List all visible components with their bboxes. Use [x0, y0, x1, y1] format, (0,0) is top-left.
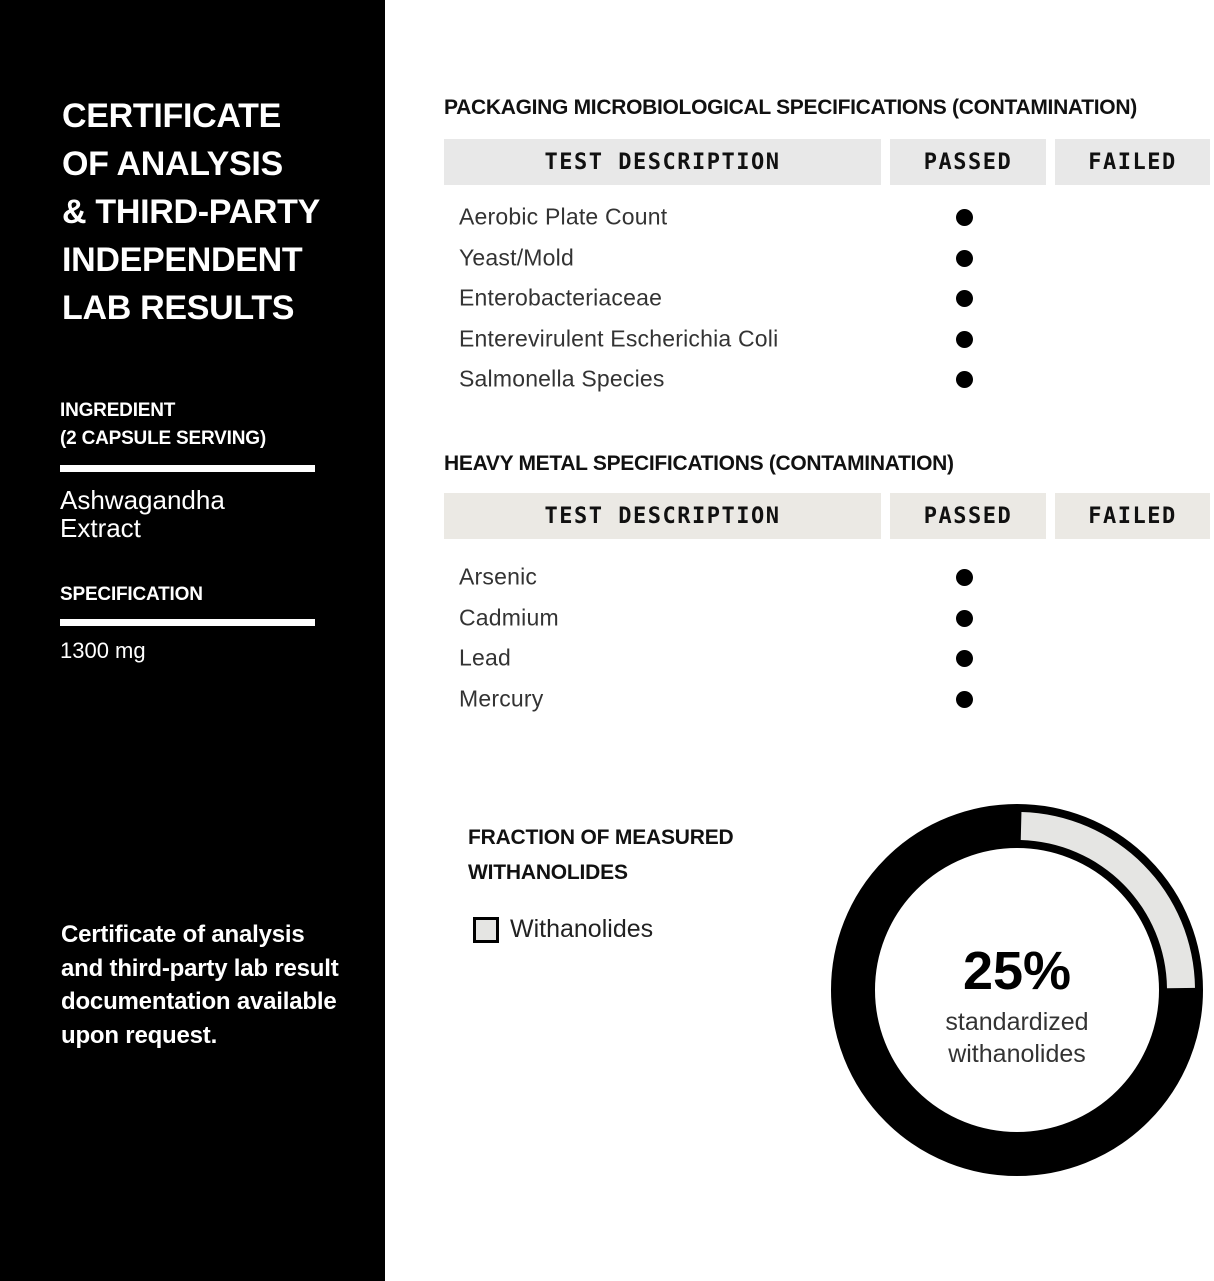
test-name: Aerobic Plate Count [459, 203, 668, 230]
filled-dot-icon [956, 691, 973, 708]
table-row [444, 598, 1210, 639]
title-line: LAB RESULTS [62, 289, 295, 327]
table-row [444, 238, 1210, 279]
ingredient-divider [60, 465, 315, 472]
sidebar [0, 0, 385, 1281]
specification-value: 1300 mg [60, 638, 146, 663]
donut-value: 25% [962, 941, 1072, 1001]
availability-note: Certificate of analysis and third-party lab result documentation available upon request. [61, 921, 339, 1049]
table-row [444, 638, 1210, 679]
heavy-metal-title: HEAVY METAL SPECIFICATIONS (CONTAMINATION) [444, 452, 954, 475]
certificate-title [62, 92, 362, 332]
filled-dot-icon [956, 331, 973, 348]
column-failed: FAILED [1055, 493, 1210, 539]
test-name: Yeast/Mold [459, 244, 574, 271]
microbiological-rows [444, 197, 1210, 400]
ingredient-heading [60, 397, 266, 453]
title-line: & THIRD-PARTY [62, 193, 321, 231]
column-failed: FAILED [1055, 139, 1210, 185]
filled-dot-icon [956, 569, 973, 586]
column-passed: PASSED [890, 139, 1046, 185]
fraction-title-line: WITHANOLIDES [468, 861, 628, 884]
title-line: INDEPENDENT [62, 241, 303, 279]
test-name: Enterobacteriaceae [459, 284, 663, 311]
test-name: Cadmium [459, 604, 559, 631]
test-name: Enterevirulent Escherichia Coli [459, 325, 779, 352]
ingredient-heading-line: INGREDIENT [60, 400, 176, 421]
table-row [444, 359, 1210, 400]
ingredient-heading-line: (2 CAPSULE SERVING) [60, 428, 266, 449]
test-name: Arsenic [459, 563, 538, 590]
title-line: CERTIFICATE [62, 97, 281, 135]
table-row [444, 278, 1210, 319]
donut-caption: standardized withanolides [945, 1008, 1089, 1068]
legend-label: Withanolides [510, 915, 654, 943]
fraction-title [468, 820, 798, 890]
ingredient-value: Ashwagandha Extract [60, 485, 225, 543]
filled-dot-icon [956, 650, 973, 667]
column-passed: PASSED [890, 493, 1046, 539]
table-row [444, 197, 1210, 238]
test-name: Salmonella Species [459, 365, 665, 392]
heavy-metal-table-header [444, 493, 1210, 539]
heavy-metal-rows [444, 557, 1210, 719]
test-name: Lead [459, 644, 511, 671]
donut-center-label [830, 940, 1204, 1070]
filled-dot-icon [956, 250, 973, 267]
chart-legend [473, 915, 653, 944]
square-swatch-icon [473, 917, 499, 943]
table-row [444, 679, 1210, 720]
filled-dot-icon [956, 371, 973, 388]
fraction-title-line: FRACTION OF MEASURED [468, 826, 734, 849]
filled-dot-icon [956, 290, 973, 307]
microbiological-title: PACKAGING MICROBIOLOGICAL SPECIFICATIONS (CONTAMINATION) [444, 96, 1137, 119]
specification-heading: SPECIFICATION [60, 584, 203, 605]
title-line: OF ANALYSIS [62, 145, 283, 183]
test-name: Mercury [459, 685, 544, 712]
specification-divider [60, 619, 315, 626]
filled-dot-icon [956, 209, 973, 226]
table-row [444, 319, 1210, 360]
column-test-description: TEST DESCRIPTION [444, 493, 881, 539]
table-row [444, 557, 1210, 598]
microbiological-table-header [444, 139, 1210, 185]
column-test-description: TEST DESCRIPTION [444, 139, 881, 185]
filled-dot-icon [956, 610, 973, 627]
